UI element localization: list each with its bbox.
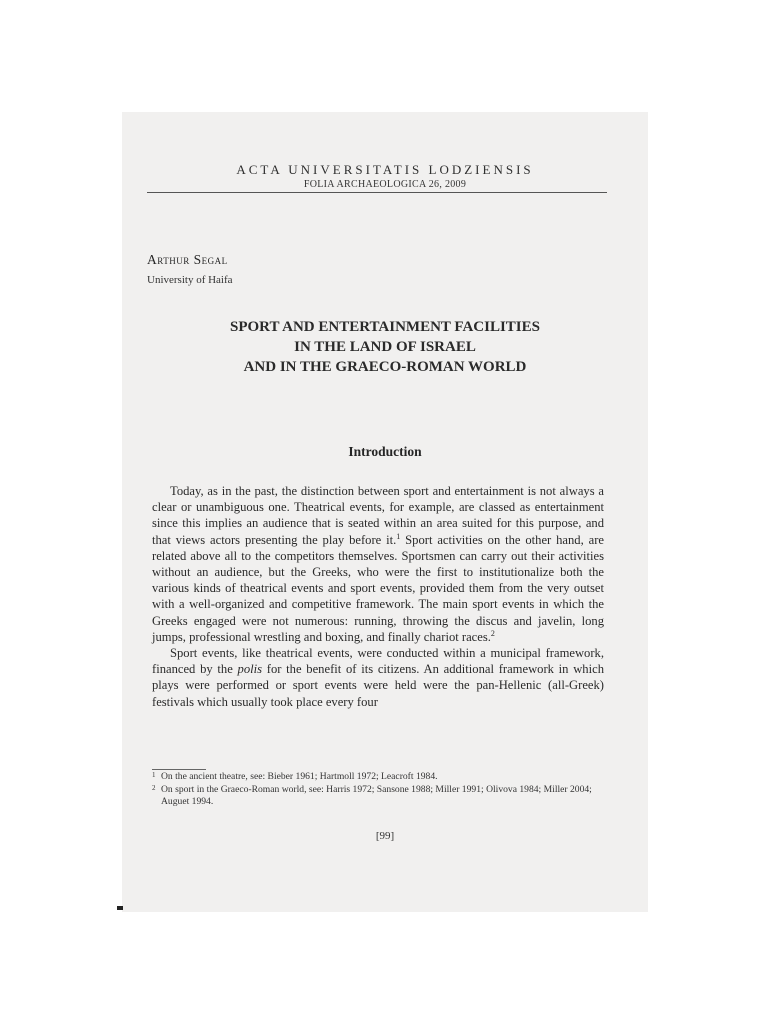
scan-edge-mark <box>117 906 123 910</box>
paragraph-italic: polis <box>237 662 263 677</box>
footnote-text: On the ancient theatre, see: Bieber 1961; Hartmoll 1972; Leacroft 1984. <box>161 771 438 782</box>
author-affiliation: University of Haifa <box>147 274 233 286</box>
journal-subtitle: FOLIA ARCHAEOLOGICA 26, 2009 <box>303 179 467 190</box>
footnote-text: On sport in the Graeco-Roman world, see: Harris 1972; Sansone 1988; Miller 1991; Olivova 1984; Miller 2004; Auguet 1994. <box>161 783 592 807</box>
page-number: [99] <box>375 830 395 842</box>
paragraph-text: Sport activities on the other hand, are related above all to the competitors themselves. Sportsmen can carry out their activities without an audience, but the Greeks, who were the first to institutionalize both the various kinds of theatrical events and sport events, provided them from the very outset with a well-organized and competitive framework. The main sport events in which the Greeks engaged were not numerous: running, throwing the discus and javelin, long jumps, professional wrestling and boxing, and finally chariot races. <box>152 532 604 644</box>
paragraph-text: Today, as in the past, the distinction between sport and entertainment is not always a clear or unambiguous one. Theatrical events, for example, are classed as entertainment since this implies an audience that is seated within an area suited for this purpose, and that views actors presenting the play before it. <box>152 484 604 547</box>
article-title-line: IN THE LAND OF ISRAEL <box>294 339 476 355</box>
footnote-number: 2 <box>152 783 156 792</box>
article-title-line: SPORT AND ENTERTAINMENT FACILITIES <box>230 319 540 335</box>
footnote-rule <box>152 769 206 770</box>
paragraph-text: for the benefit of its citizens. An additional framework in which plays were performed or sport events were held were the pan-Hellenic (all-Greek) festivals which usually took place every four <box>152 662 604 709</box>
article-title-line: AND IN THE GRAECO-ROMAN WORLD <box>243 359 527 375</box>
paragraph <box>152 483 604 645</box>
footnote-number: 1 <box>152 771 156 779</box>
document-page <box>122 112 648 912</box>
footnote-reference: 1 <box>396 531 401 541</box>
journal-title: ACTA UNIVERSITATIS LODZIENSIS <box>236 162 534 177</box>
section-heading: Introduction <box>348 444 422 459</box>
body-text <box>152 483 604 710</box>
author-name: Arthur Segal <box>147 252 228 267</box>
paragraph <box>152 645 604 710</box>
footnote-reference: 2 <box>490 628 495 638</box>
footnote <box>152 784 604 809</box>
header-rule <box>147 192 607 193</box>
footnote <box>152 771 604 784</box>
paragraph-text: Sport events, like theatrical events, were conducted within a municipal framework, financed by the <box>152 646 604 677</box>
footnotes <box>152 771 604 809</box>
article-title <box>122 317 648 377</box>
